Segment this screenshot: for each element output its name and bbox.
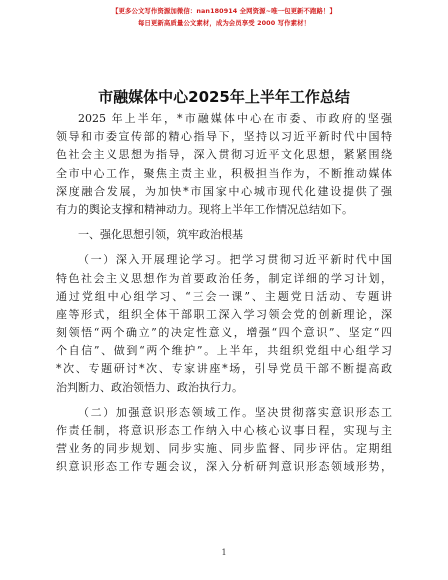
paragraph-theory-study bbox=[56, 251, 392, 397]
document-body bbox=[56, 110, 392, 477]
paragraph-line: 座等形式，组织全体干部职工深入学习领会党的创新理论，深 bbox=[56, 307, 392, 321]
paragraph-line: 通过党组中心组学习、“三会一课”、主题党日活动、专题讲 bbox=[56, 289, 392, 303]
intro-line: 领导和市委宣传部的精心指导下，坚持以习近平新时代中国特 bbox=[56, 130, 392, 144]
section-heading: 一、强化思想引领，筑牢政治根基 bbox=[78, 228, 243, 242]
paragraph-line: 治判断力、政治领悟力、政治执行力。 bbox=[56, 380, 243, 394]
intro-line: 2025 年上半年，*市融媒体中心在市委、市政府的坚强 bbox=[78, 112, 392, 125]
paragraph-line: 营业务的同步规划、同步实施、同步监督、同步评估。定期组 bbox=[56, 442, 392, 456]
paragraph-line: *次、专题研讨*次、专家讲座*场，引导党员干部不断提高政 bbox=[56, 362, 392, 376]
intro-line: 全市中心工作，聚焦主责主业，积极担当作为，不断推动媒体 bbox=[56, 166, 392, 180]
intro-paragraph bbox=[56, 110, 392, 219]
intro-line: 深度融合发展，为加快*市国家中心城市现代化建设提供了强 bbox=[56, 184, 392, 198]
intro-line: 色社会主义思想为指导，深入贯彻习近平文化思想，紧紧围绕 bbox=[56, 148, 392, 162]
document-title: 市融媒体中心2025年上半年工作总结 bbox=[98, 88, 350, 106]
paragraph-line: 织意识形态工作专题会议，深入分析研判意识形态领域形势， bbox=[56, 460, 392, 474]
paragraph-line: 个自信”、做到“两个维护”。上半年，共组织党组中心组学习 bbox=[56, 344, 392, 358]
intro-line: 有力的舆论支撑和精神动力。现将上半年工作情况总结如下。 bbox=[56, 202, 353, 216]
promo-banner-line-2: 每日更新高质量公文素材，成为会员享受 2000 写作素材！ bbox=[137, 19, 311, 27]
paragraph-line: 作责任制，将意识形态工作纳入中心核心议事日程，实现与主 bbox=[56, 424, 392, 437]
paragraph-ideology-work bbox=[56, 404, 392, 477]
promo-banner-line-1: 【更多公文写作资源加微信：nan180914 全网资源~唯一包更新不跑路！】 bbox=[111, 7, 337, 15]
paragraph-line: （二）加强意识形态领域工作。坚决贯彻落实意识形态工 bbox=[78, 405, 392, 419]
paragraph-line: 特色社会主义思想作为首要政治任务，制定详细的学习计划， bbox=[56, 271, 392, 285]
paragraph-line: 刻领悟“两个确立”的决定性意义，增强“四个意识”、坚定“四 bbox=[56, 326, 392, 340]
paragraph-line: （一）深入开展理论学习。把学习贯彻习近平新时代中国 bbox=[78, 253, 392, 267]
page-number: 1 bbox=[221, 548, 227, 557]
